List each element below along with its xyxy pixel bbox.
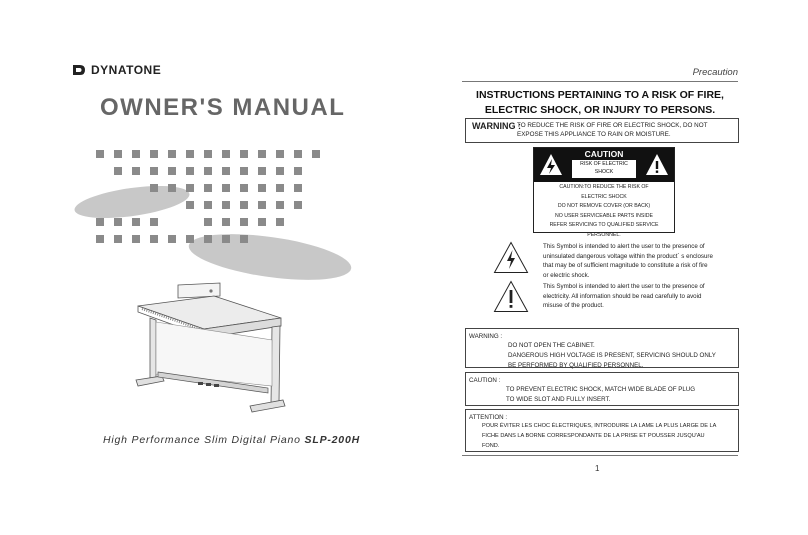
notice-line: TO PREVENT ELECTRIC SHOCK, MATCH WIDE BLADE OF PLUG [506,386,696,393]
decor-square [186,184,194,192]
piano-illustration [128,282,288,414]
decor-square [294,150,302,158]
decor-square [276,167,284,175]
decor-square [114,167,122,175]
decor-square [96,235,104,243]
decor-square [258,201,266,209]
notice-attention-box [465,409,739,452]
model-number: SLP-200H [304,434,360,446]
caution-body [538,183,670,241]
notice-caution-text [506,385,736,405]
decor-square [114,235,122,243]
decor-square [222,150,230,158]
warning-line: TO REDUCE THE RISK OF FIRE OR ELECTRIC SHOCK, DO NOT [517,122,708,129]
decor-square [132,218,140,226]
top-divider [462,81,738,82]
exclamation-symbol-text [543,282,738,311]
notice-line: POUR ÉVITER LES CHOC ÉLECTRIQUES, INTRODUIRE LA LAME LA PLUS LARGE DE LA [482,423,717,429]
brand-name: DYNATONE [91,63,162,77]
precaution-heading [462,88,738,118]
decor-square [276,218,284,226]
decor-square [204,235,212,243]
symbol-line: This Symbol is intended to alert the user to the presence of [543,283,705,290]
decor-square [168,235,176,243]
decor-square [222,218,230,226]
warning-box [465,118,739,143]
decor-square [294,184,302,192]
decor-square [222,201,230,209]
decor-square [132,235,140,243]
symbol-line: or electric shock. [543,271,590,279]
exclamation-symbol-icon [493,280,529,313]
cover-decoration [60,140,360,290]
caution-title: CAUTION [584,149,624,159]
heading-line-1: INSTRUCTIONS PERTAINING TO A RISK OF FIRE, [476,89,724,101]
decor-square [150,150,158,158]
decor-square [150,167,158,175]
decor-square [168,150,176,158]
manual-title: OWNER'S MANUAL [100,94,346,121]
warning-line: EXPOSE THIS APPLIANCE TO RAIN OR MOISTURE. [517,130,671,138]
decor-square [150,218,158,226]
decor-square [114,218,122,226]
decor-square [168,167,176,175]
decor-square [258,184,266,192]
piano-leg-right [271,326,280,404]
decor-square [150,235,158,243]
warning-text [517,122,735,139]
exclamation-warning-icon [645,153,669,177]
symbol-line: electricity. All information should be read carefully to avoid [543,292,702,300]
decor-square [222,235,230,243]
risk-line: SHOCK [594,169,614,175]
decor-square [222,184,230,192]
decor-square [186,167,194,175]
decor-square [276,184,284,192]
notice-line: BE PERFORMED BY QUALIFIED PERSONNEL. [508,361,644,369]
page-number: 1 [595,464,600,473]
caution-line: NO USER SERVICEABLE PARTS INSIDE [554,212,653,219]
caution-line: REFER SERVICING TO QUALIFIED SERVICE [549,222,659,229]
symbol-line: that may be of sufficient magnitude to constitute a risk of fire [543,262,708,270]
decor-square [240,235,248,243]
notice-attention-label: ATTENTION : [469,414,508,421]
warning-label: WARNING : [472,121,521,131]
notice-warning-text [508,341,738,370]
decor-square [222,167,230,175]
decor-square [132,167,140,175]
notice-line: DANGEROUS HIGH VOLTAGE IS PRESENT, SERVICING SHOULD ONLY [508,351,716,359]
decor-square [96,218,104,226]
symbol-line: uninsulated dangerous voltage within the product´ s enclosure [543,252,713,260]
piano-foot-right [250,400,285,412]
decor-square [114,150,122,158]
brand-mark-icon [72,64,86,76]
risk-line: RISK OF ELECTRIC [580,161,628,167]
piano-leg-left [150,318,156,380]
caution-line: DO NOT REMOVE COVER (OR BACK) [557,203,651,210]
decor-square [204,167,212,175]
decor-square [276,201,284,209]
decor-square [186,235,194,243]
decor-square [204,150,212,158]
notice-line: FICHE DANS LA BORNE CORRESPONDANTE DE LA PRISE ET POUSSER JUSQU'AU [482,432,705,439]
heading-line-2: ELECTRIC SHOCK, OR INJURY TO PERSONS. [484,104,716,116]
decor-square [204,184,212,192]
notice-attention-text [482,422,736,451]
caution-header [534,148,674,182]
decor-square [240,218,248,226]
caution-line: ELECTRIC SHOCK [581,193,627,200]
cover-subtitle [103,434,360,446]
decor-square [258,167,266,175]
notice-caution-label: CAUTION : [469,377,501,384]
decor-square [294,201,302,209]
symbol-line: misuse of the product. [543,302,604,310]
notice-caution-box [465,372,739,406]
decor-square [186,150,194,158]
decor-square [132,150,140,158]
decor-square [240,201,248,209]
decor-square [96,150,104,158]
decor-square [186,201,194,209]
caution-risk-text [572,160,636,178]
notice-warning-label: WARNING : [469,333,503,340]
decor-square [240,167,248,175]
lightning-warning-icon [539,153,563,177]
decor-square [240,150,248,158]
notice-line: FOND. [482,442,500,449]
bottom-divider [462,455,738,456]
section-label: Precaution [692,67,738,78]
decor-square [276,150,284,158]
decor-square [312,150,320,158]
decor-square [294,167,302,175]
caution-line: PERSONNEL. [587,231,621,238]
product-description: High Performance Slim Digital Piano [103,434,301,446]
decor-square [258,150,266,158]
lightning-symbol-icon [493,241,529,274]
caution-label-box [533,147,675,238]
symbol-line: This Symbol is intended to alert the user to the presence of [543,243,705,250]
decor-square [204,218,212,226]
decor-square [204,201,212,209]
notice-warning-box [465,328,739,368]
lightning-symbol-text [543,242,738,280]
decor-square [150,184,158,192]
decor-square [240,184,248,192]
notice-line: DO NOT OPEN THE CABINET. [508,342,595,349]
brand-logo [72,63,161,77]
notice-line: TO WIDE SLOT AND FULLY INSERT. [506,395,611,403]
decor-square [168,184,176,192]
caution-line: CAUTION:TO REDUCE THE RISK OF [559,184,649,190]
decor-square [258,218,266,226]
